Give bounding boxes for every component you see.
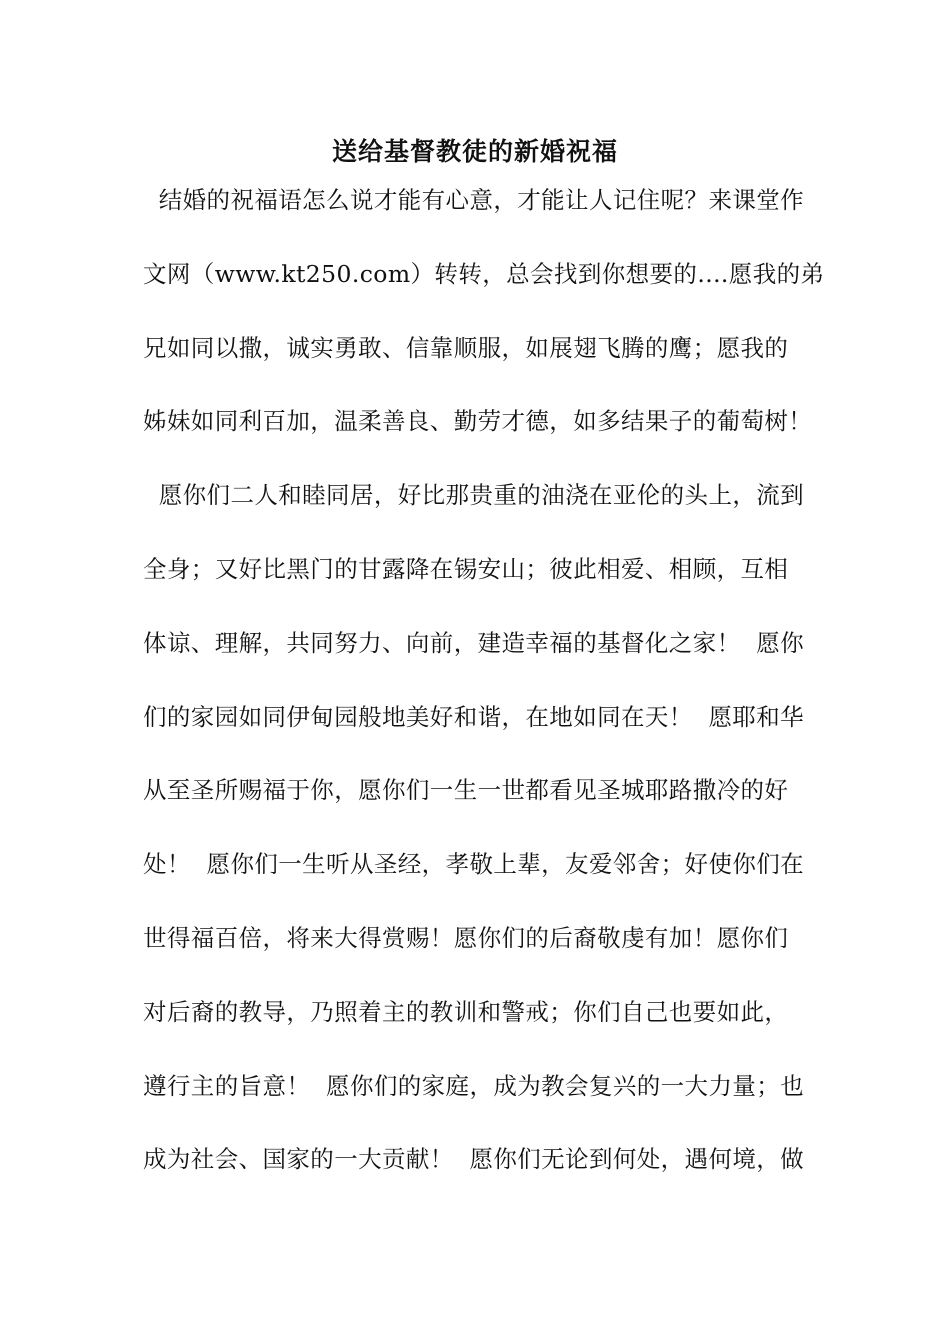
body-line: 遵行主的旨意！ 愿你们的家庭，成为教会复兴的一大力量；也 bbox=[143, 1071, 805, 1100]
body-line: 文网（www.kt250.com）转转，总会找到你想要的....愿我的弟 bbox=[143, 259, 825, 288]
body-line: 处！ 愿你们一生听从圣经，孝敬上辈，友爱邻舍；好使你们在 bbox=[143, 850, 805, 879]
body-line: 姊妹如同利百加，温柔善良、勤劳才德，如多结果子的葡萄树！ bbox=[143, 407, 813, 436]
body-line: 成为社会、国家的一大贡献！ 愿你们无论到何处，遇何境，做 bbox=[143, 1145, 805, 1174]
body-line: 从至圣所赐福于你，愿你们一生一世都看见圣城耶路撒冷的好 bbox=[143, 776, 789, 805]
body-line: 结婚的祝福语怎么说才能有心意，才能让人记住呢？来课堂作 bbox=[143, 186, 805, 214]
body-line: 全身；又好比黑门的甘露降在锡安山；彼此相爱、相顾，互相 bbox=[143, 554, 789, 583]
body-line: 世得福百倍，将来大得赏赐！愿你们的后裔敬虔有加！愿你们 bbox=[143, 923, 789, 952]
body-line: 体谅、理解，共同努力、向前，建造幸福的基督化之家！ 愿你 bbox=[143, 628, 805, 657]
body-line: 对后裔的教导，乃照着主的教训和警戒；你们自己也要如此， bbox=[143, 997, 789, 1026]
document-body bbox=[143, 182, 823, 1215]
body-line: 兄如同以撒，诚实勇敢、信靠顺服，如展翅飞腾的鹰；愿我的 bbox=[143, 333, 789, 362]
body-line: 们的家园如同伊甸园般地美好和谐，在地如同在天！ 愿耶和华 bbox=[143, 702, 805, 731]
document-title: 送给基督教徒的新婚祝福 bbox=[331, 137, 618, 166]
body-line: 愿你们二人和睦同居，好比那贵重的油浇在亚伦的头上，流到 bbox=[143, 481, 805, 510]
